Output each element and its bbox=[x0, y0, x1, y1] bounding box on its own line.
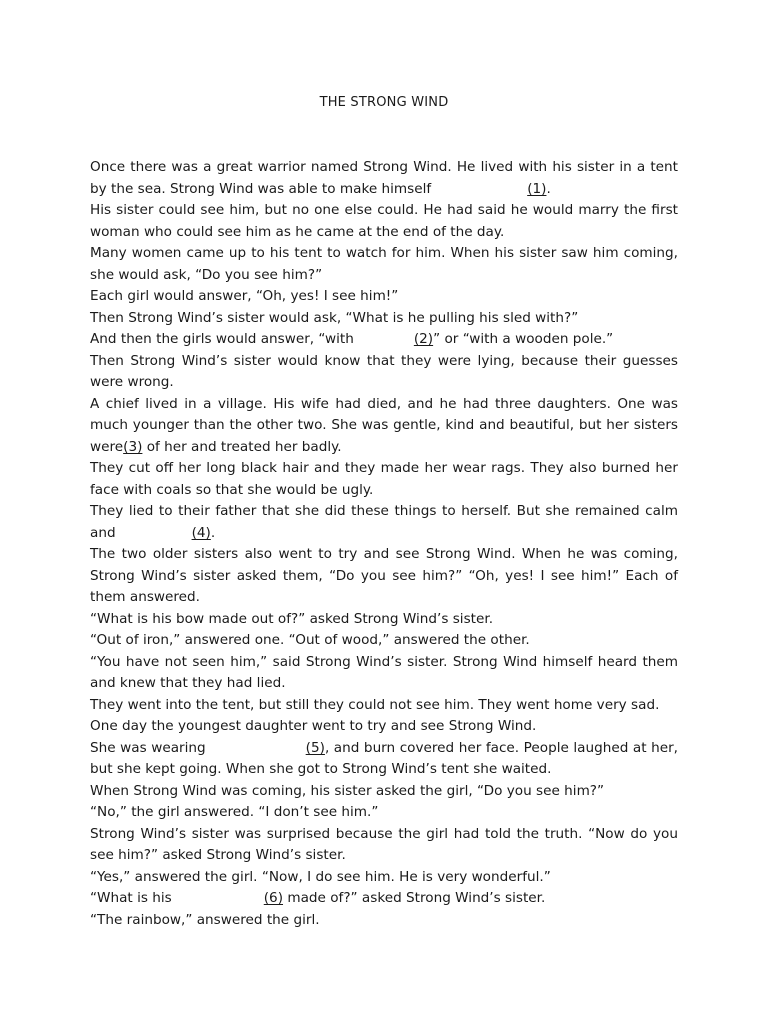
story-paragraph bbox=[90, 544, 678, 609]
story-paragraph bbox=[90, 157, 678, 200]
paragraph-text: Then Strong Wind’s sister would know that they were lying, because their guesses were wrong. bbox=[90, 352, 678, 390]
blank-number: (4) bbox=[191, 524, 211, 541]
paragraph-text: They cut off her long black hair and they made her wear rags. They also burned her face with coals so that she would be ugly. bbox=[90, 460, 678, 498]
story-paragraph bbox=[90, 243, 678, 286]
story-paragraph bbox=[90, 286, 678, 308]
story-paragraph bbox=[90, 888, 678, 910]
paragraph-text: “What is his bbox=[90, 890, 172, 906]
story-paragraph bbox=[90, 200, 678, 243]
story-paragraph bbox=[90, 716, 678, 738]
paragraph-text: . bbox=[210, 524, 216, 541]
story-paragraph bbox=[90, 738, 678, 781]
paragraph-text: “What is his bow made out of?” asked Strong Wind’s sister. bbox=[90, 610, 494, 627]
paragraph-text: Then Strong Wind’s sister would ask, “What is he pulling his sled with?” bbox=[90, 309, 579, 326]
paragraph-text: “Yes,” answered the girl. “Now, I do see him. He is very wonderful.” bbox=[90, 868, 551, 885]
story-paragraph bbox=[90, 824, 678, 867]
paragraph-text: They went into the tent, but still they could not see him. They went home very sad. bbox=[90, 696, 660, 713]
blank-number: (1) bbox=[527, 180, 547, 197]
story-paragraph bbox=[90, 609, 678, 631]
paragraph-text: And then the girls would answer, “with bbox=[90, 331, 354, 347]
paragraph-text: , and burn covered her face. People laughed at her, but she kept going. When she got to Strong Wind’s tent she waited. bbox=[90, 739, 678, 777]
blank-number: (3) bbox=[123, 438, 143, 455]
story-paragraph bbox=[90, 501, 678, 544]
paragraph-text: “No,” the girl answered. “I don’t see him.” bbox=[90, 804, 379, 820]
blank-number: (6) bbox=[263, 890, 284, 906]
paragraph-text: They lied to their father that she did these things to herself. But she remained calm and bbox=[90, 503, 678, 541]
blank-number: (5) bbox=[305, 739, 325, 756]
story-paragraph bbox=[90, 394, 678, 459]
paragraph-text: The two older sisters also went to try and see Strong Wind. When he was coming, Strong Wind’s sister asked them, “Do you see him?” “Oh, yes! I see him!” Each of them answered. bbox=[90, 546, 678, 605]
paragraph-text: Each girl would answer, “Oh, yes! I see him!” bbox=[90, 288, 399, 304]
paragraph-text: “You have not seen him,” said Strong Wind’s sister. Strong Wind himself heard them and knew that they had lied. bbox=[90, 653, 678, 691]
story-paragraph bbox=[90, 630, 678, 652]
story-paragraph bbox=[90, 802, 678, 824]
story-paragraph bbox=[90, 695, 678, 717]
blank-number: (2) bbox=[413, 331, 434, 347]
paragraph-text: . bbox=[546, 180, 551, 197]
paragraph-text: She was wearing bbox=[90, 739, 206, 756]
paragraph-text: ” or “with a wooden pole.” bbox=[433, 331, 614, 347]
paragraph-text: One day the youngest daughter went to try and see Strong Wind. bbox=[90, 718, 537, 734]
paragraph-text: His sister could see him, but no one else could. He had said he would marry the first woman who could see him as he came at the end of the day. bbox=[90, 202, 678, 240]
story-title: THE STRONG WIND bbox=[319, 95, 449, 110]
story-paragraph bbox=[90, 867, 678, 889]
paragraph-text: Once there was a great warrior named Strong Wind. He lived with his sister in a tent by the sea. Strong Wind was able to make himself bbox=[90, 159, 678, 197]
story-paragraph bbox=[90, 329, 678, 351]
paragraph-text: “Out of iron,” answered one. “Out of wood,” answered the other. bbox=[90, 632, 530, 648]
paragraph-text: “The rainbow,” answered the girl. bbox=[90, 911, 320, 928]
paragraph-text: A chief lived in a village. His wife had died, and he had three daughters. One was much younger than the other two. She was gentle, kind and beautiful, but her sisters were bbox=[90, 395, 678, 455]
paragraph-text: made of?” asked Strong Wind’s sister. bbox=[283, 890, 546, 906]
story-paragraph bbox=[90, 652, 678, 695]
paragraph-text: Many women came up to his tent to watch for him. When his sister saw him coming, she would ask, “Do you see him?” bbox=[90, 245, 678, 283]
story-paragraph bbox=[90, 781, 678, 803]
story-body bbox=[90, 157, 678, 931]
story-paragraph bbox=[90, 308, 678, 330]
story-paragraph bbox=[90, 458, 678, 501]
paragraph-text: When Strong Wind was coming, his sister asked the girl, “Do you see him?” bbox=[90, 782, 605, 799]
story-paragraph bbox=[90, 910, 678, 932]
paragraph-text: of her and treated her badly. bbox=[142, 438, 342, 455]
paragraph-text: Strong Wind’s sister was surprised because the girl had told the truth. “Now do you see him?” asked Strong Wind’s sister. bbox=[90, 825, 678, 863]
story-paragraph bbox=[90, 351, 678, 394]
